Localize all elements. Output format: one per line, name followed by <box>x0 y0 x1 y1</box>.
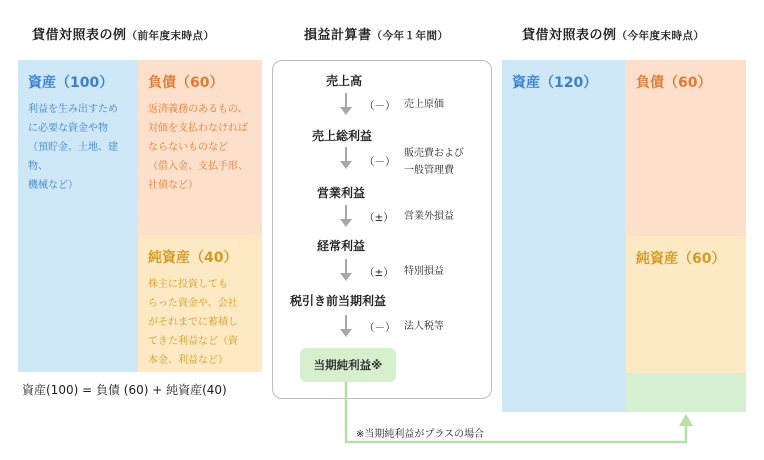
desc-line: ならないものなど <box>148 142 228 153</box>
right-liabilities-label: 負債（60） <box>636 75 712 91</box>
income-title-sub: （今年１年間） <box>371 30 449 42</box>
adj-cogs: 売上原価 <box>404 99 444 110</box>
desc-line: 本金、利益など） <box>148 355 228 366</box>
adj-sga-line: 一般管理費 <box>404 165 454 176</box>
desc-line: 社債など） <box>148 180 198 191</box>
right-title-main: 貸借対照表の例 <box>522 28 617 43</box>
step-pretax-profit: 税引き前当期利益 <box>290 294 387 308</box>
right-net-assets-label: 純資産（60） <box>636 251 726 267</box>
desc-line: てきた利益など（資 <box>148 336 238 347</box>
desc-line: がそれまでに蓄積し <box>148 317 238 328</box>
sign-non-operating: （±） <box>364 212 394 224</box>
sign-tax: （－） <box>364 322 396 334</box>
net-income-box: 当期純利益※ <box>300 348 396 382</box>
left-net-assets-label: 純資産（40） <box>148 250 238 266</box>
left-title-sub: （前年度末時点） <box>126 30 215 42</box>
step-ordinary-profit: 経常利益 <box>317 239 366 253</box>
left-title-main: 貸借対照表の例 <box>32 28 127 43</box>
adj-non-operating: 営業外損益 <box>404 211 454 222</box>
step-sales: 売上高 <box>326 74 363 88</box>
desc-line: 機械など） <box>28 180 78 191</box>
income-title-main: 損益計算書 <box>304 28 372 43</box>
adj-extraordinary: 特別損益 <box>404 266 444 277</box>
desc-line: 利益を生み出すため <box>28 104 118 115</box>
desc-line: （借入金、支払手形、 <box>148 161 248 172</box>
desc-line: 返済義務のあるもの、 <box>148 104 248 115</box>
step-operating-profit: 営業利益 <box>317 186 366 200</box>
left-liabilities-label: 負債（60） <box>148 75 224 91</box>
adj-sga-line: 販売費および <box>404 148 464 159</box>
step-gross-profit: 売上総利益 <box>312 129 373 143</box>
right-assets-label: 資産（120） <box>512 75 598 91</box>
adj-tax: 法人税等 <box>404 321 444 332</box>
desc-line: （預貯金、土地、建物、 <box>28 142 118 172</box>
sign-extraordinary: （±） <box>364 267 394 279</box>
desc-line: 株主に投資しても <box>148 279 228 290</box>
desc-line: に必要な資金や物 <box>28 123 108 134</box>
balance-equation: 資産(100) = 負債 (60) + 純資産(40) <box>22 383 227 397</box>
left-assets-label: 資産（100） <box>28 75 114 91</box>
right-title-sub: （今年度末時点） <box>616 30 705 42</box>
up-arrow-icon <box>679 414 693 426</box>
sign-cogs: （－） <box>364 100 396 112</box>
desc-line: 対価を支払わなければ <box>148 123 248 134</box>
sign-sga: （－） <box>364 156 396 168</box>
footnote: ※当期純利益がプラスの場合 <box>356 429 485 440</box>
desc-line: らった資金や、会社 <box>148 298 238 309</box>
